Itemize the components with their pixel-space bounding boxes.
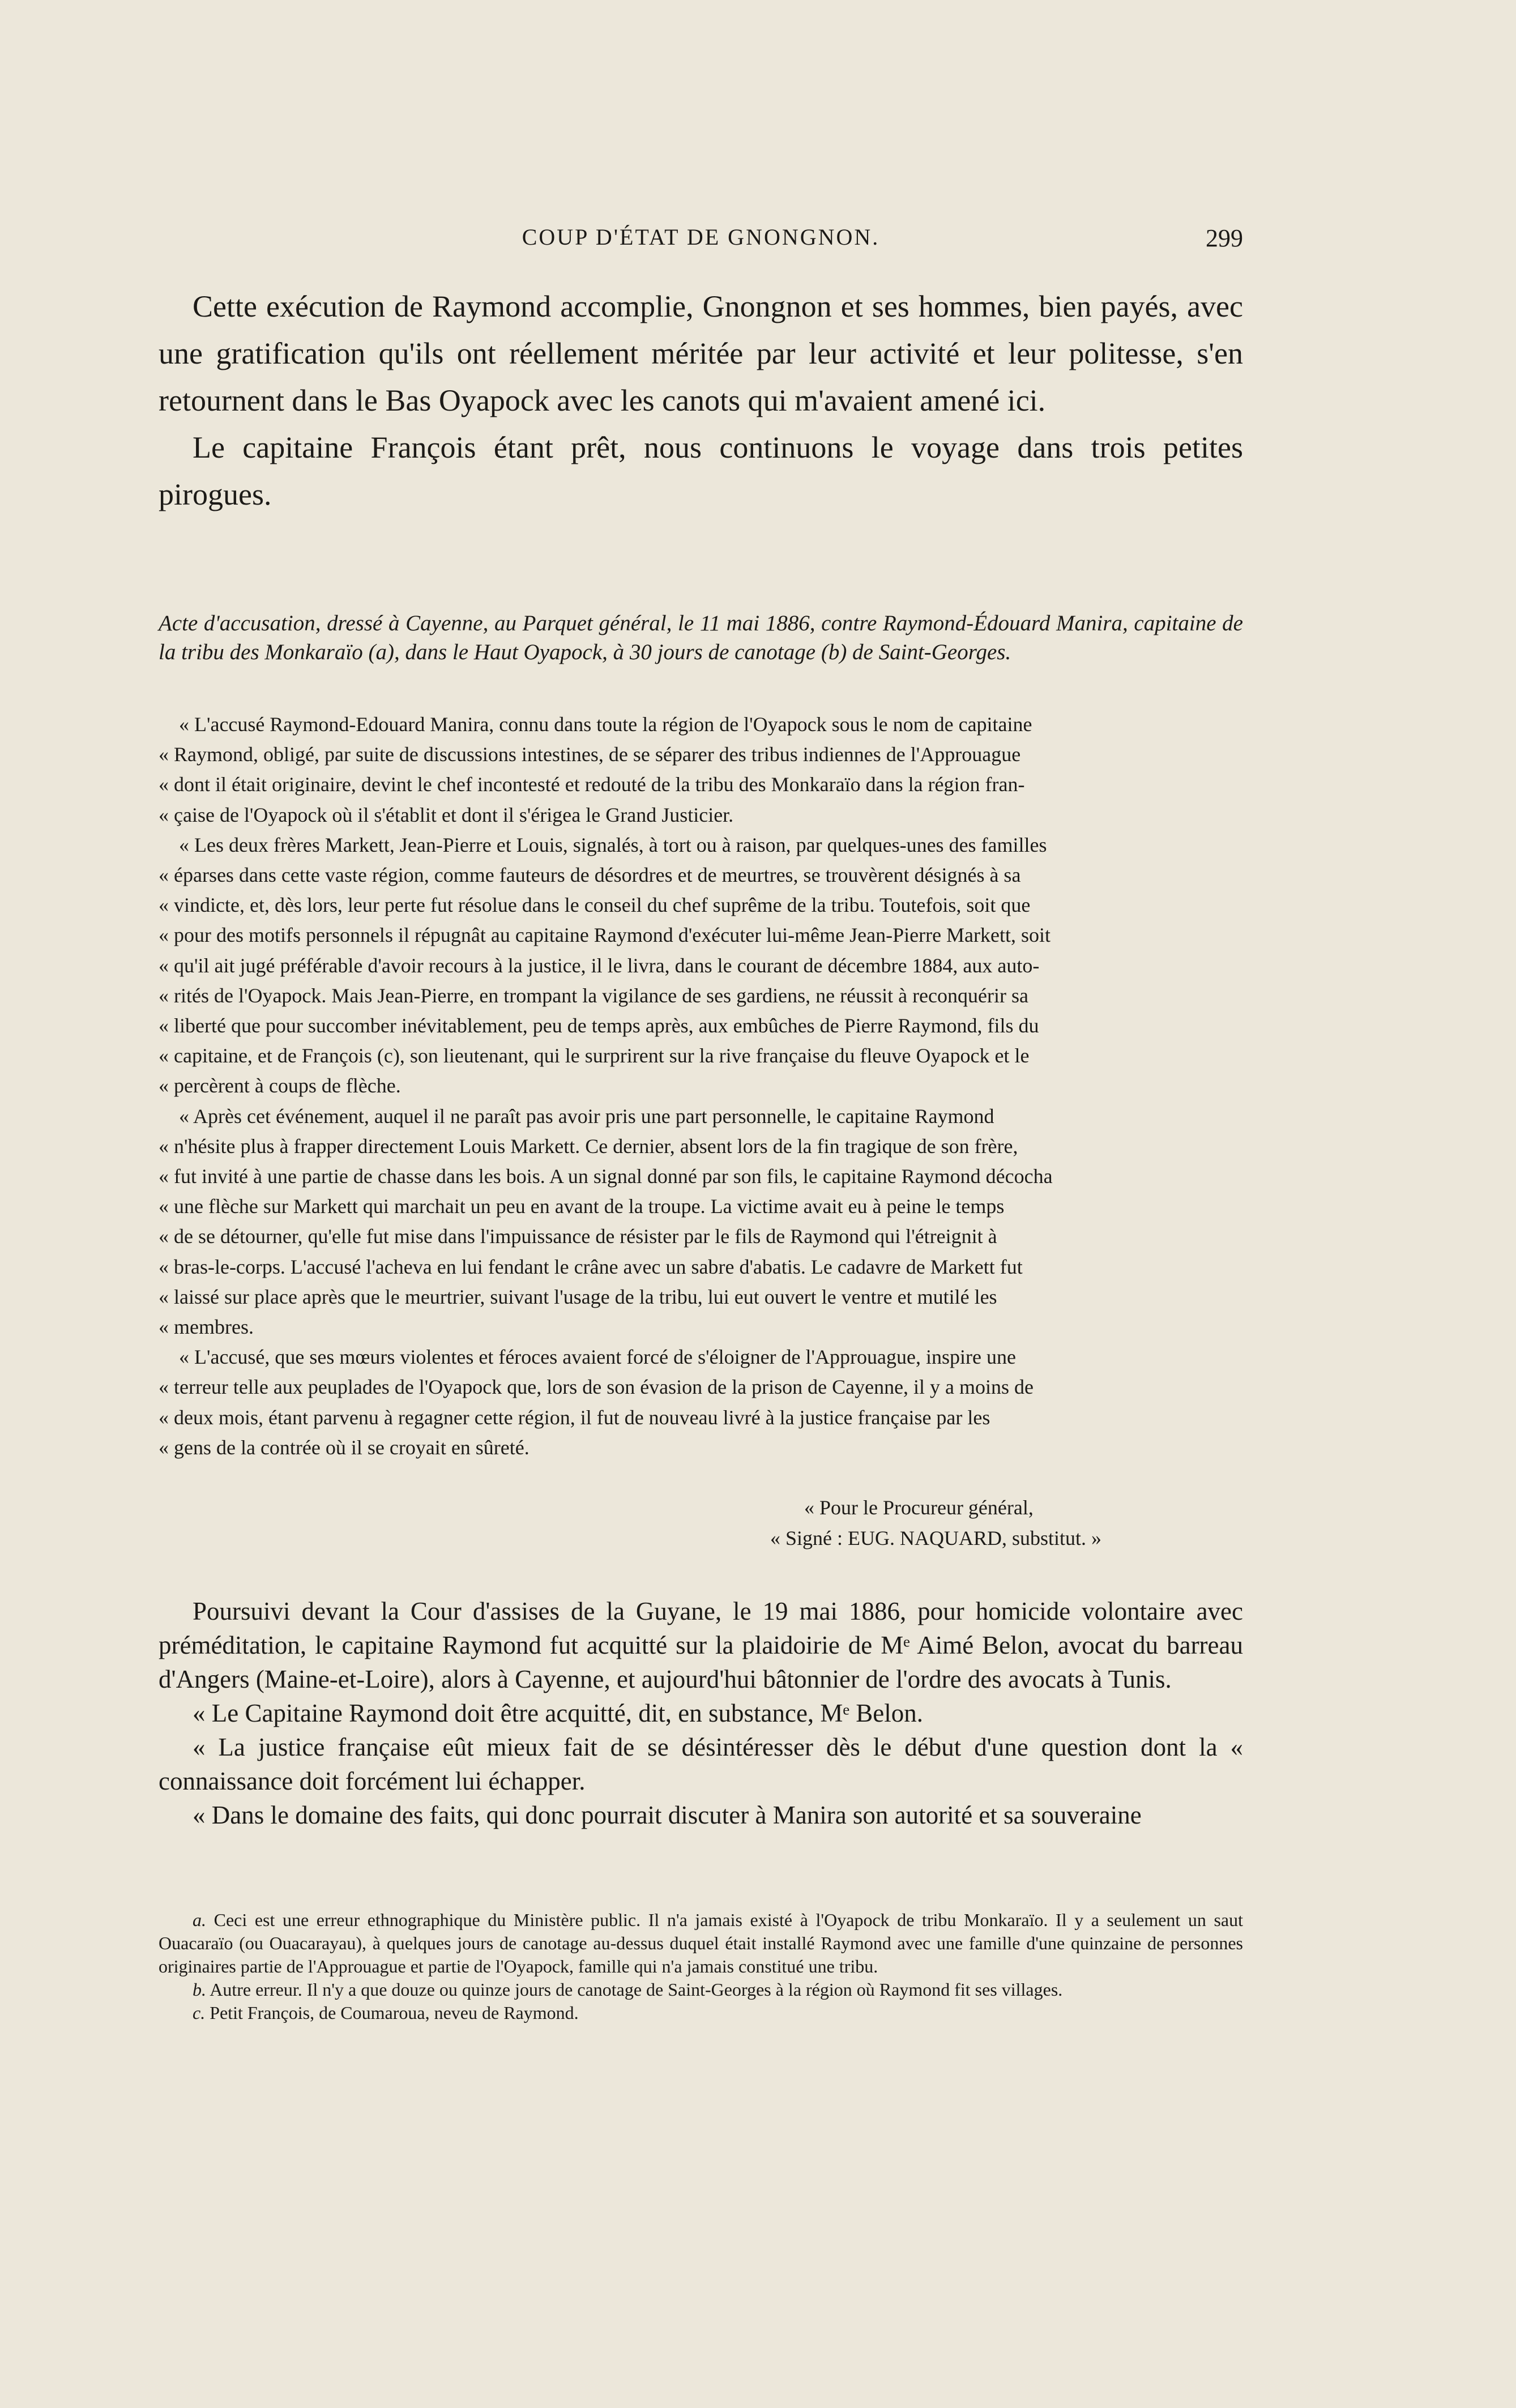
intro-paragraph: Cette exécution de Raymond accomplie, Gnongnon et ses hommes, bien payés, avec une gratification qu'ils ont réellement méritée par leur activité et leur politesse, s'en retournent dans le Bas Oyapock avec les canots qui m'avaient amené ici.: [159, 289, 1243, 417]
verdict-paragraph: « Le Capitaine Raymond doit être acquitté, dit, en substance, Mᵉ Belon.: [193, 1699, 923, 1727]
running-head: COUP D'ÉTAT DE GNONGNON.: [522, 224, 880, 250]
quote-line: « L'accusé Raymond-Edouard Manira, connu dans toute la région de l'Oyapock sous le nom de capitaine: [179, 713, 1032, 736]
footnote-label: c.: [193, 2003, 206, 2023]
quote-line: « pour des motifs personnels il répugnât au capitaine Raymond d'exécuter lui-même Jean-Pierre Markett, soit: [159, 924, 1051, 947]
footnotes: [159, 1909, 1243, 2025]
footnote: [159, 2001, 1243, 2025]
quote-line: « laissé sur place après que le meurtrier, suivant l'usage de la tribu, lui eut ouvert le ventre et mutilé les: [159, 1285, 997, 1308]
footnote-label: b.: [193, 1979, 206, 2000]
quote-line: « qu'il ait jugé préférable d'avoir recours à la justice, il le livra, dans le courant de décembre 1884, aux auto-: [159, 954, 1040, 977]
footnote: [159, 1978, 1243, 2001]
page-number: 299: [1206, 224, 1243, 252]
quote-line: « n'hésite plus à frapper directement Louis Markett. Ce dernier, absent lors de la fin tragique de son frère,: [159, 1134, 1018, 1158]
acte-heading: Acte d'accusation, dressé à Cayenne, au Parquet général, le 11 mai 1886, contre Raymond-Édouard Manira, capitaine de la tribu des Monkaraïo (a), dans le Haut Oyapock, à 30 jours de canotage (b) de Saint-Georges.: [159, 611, 1243, 664]
quote-line: « éparses dans cette vaste région, comme fauteurs de désordres et de meurtres, se trouvèrent désignés à sa: [159, 864, 1021, 887]
quote-line: « gens de la contrée où il se croyait en sûreté.: [159, 1436, 529, 1459]
footnote: [159, 1909, 1243, 1978]
quote-line: « une flèche sur Markett qui marchait un peu en avant de la troupe. La victime avait eu à peine le temps: [159, 1195, 1005, 1218]
verdict-paragraph: « Dans le domaine des faits, qui donc pourrait discuter à Manira son autorité et sa souveraine: [193, 1801, 1142, 1829]
quote-line: « Raymond, obligé, par suite de discussions intestines, de se séparer des tribus indiennes de l'Approuague: [159, 743, 1021, 766]
quote-line: « terreur telle aux peuplades de l'Oyapock que, lors de son évasion de la prison de Cayenne, il y a moins de: [159, 1376, 1034, 1399]
footnote-text: Ceci est une erreur ethnographique du Ministère public. Il n'a jamais existé à l'Oyapock de tribu Monkaraïo. Il y a seulement un saut Ouacaraïo (ou Ouacarayau), à quelques jours de canotage au-dessus duquel était installé Raymond avec une famille d'une quinzaine de personnes originaires partie de l'Approuague et partie de l'Oyapock, famille qui n'a jamais constitué une tribu.: [159, 1910, 1244, 1976]
footnote-text: Petit François, de Coumaroua, neveu de Raymond.: [210, 2003, 579, 2023]
quote-line: « L'accusé, que ses mœurs violentes et féroces avaient forcé de s'éloigner de l'Approuague, inspire une: [179, 1346, 1016, 1369]
footnote-text: Autre erreur. Il n'y a que douze ou quinze jours de canotage de Saint-Georges à la région où Raymond fit ses villages.: [210, 1979, 1063, 2000]
acte-quote: [159, 710, 1243, 1463]
verdict-paragraph: « La justice française eût mieux fait de se désintéresser dès le début d'une question dont la « connaissance doit forcément lui échapper.: [159, 1733, 1243, 1795]
quote-line: « Après cet événement, auquel il ne paraît pas avoir pris une part personnelle, le capitaine Raymond: [179, 1104, 994, 1128]
quote-line: « deux mois, étant parvenu à regagner cette région, il fut de nouveau livré à la justice française par les: [159, 1406, 990, 1429]
intro-section: [159, 283, 1243, 518]
acte-heading-section: [159, 609, 1243, 667]
quote-line: « liberté que pour succomber inévitablement, peu de temps après, aux embûches de Pierre Raymond, fils du: [159, 1014, 1039, 1038]
quote-line: « membres.: [159, 1316, 254, 1339]
quote-line: « capitaine, et de François (c), son lieutenant, qui le surprirent sur la rive française du fleuve Oyapock et le: [159, 1044, 1030, 1068]
quote-line: « vindicte, et, dès lors, leur perte fut résolue dans le conseil du chef suprême de la tribu. Toutefois, soit que: [159, 894, 1031, 917]
quote-line: « bras-le-corps. L'accusé l'acheva en lui fendant le crâne avec un sabre d'abatis. Le cadavre de Markett fut: [159, 1255, 1023, 1278]
intro-paragraph: Le capitaine François étant prêt, nous continuons le voyage dans trois petites pirogues.: [159, 430, 1243, 511]
page-header: [159, 224, 1243, 258]
quote-line: « de se détourner, qu'elle fut mise dans l'impuissance de résister par le fils de Raymond qui l'étreignit à: [159, 1225, 997, 1248]
quote-line: « percèrent à coups de flèche.: [159, 1074, 401, 1098]
signature-line: « Signé : EUG. NAQUARD, substitut. »: [770, 1527, 1102, 1549]
signature-line: « Pour le Procureur général,: [804, 1496, 1034, 1519]
quote-line: « çaise de l'Oyapock où il s'établit et dont il s'érigea le Grand Justicier.: [159, 803, 734, 826]
verdict-section: [159, 1594, 1243, 1832]
quote-line: « Les deux frères Markett, Jean-Pierre et Louis, signalés, à tort ou à raison, par quelques-unes des familles: [179, 833, 1047, 856]
quote-line: « fut invité à une partie de chasse dans les bois. A un signal donné par son fils, le capitaine Raymond décocha: [159, 1165, 1053, 1188]
signature-block: [770, 1492, 1257, 1553]
quote-line: « dont il était originaire, devint le chef incontesté et redouté de la tribu des Monkaraïo dans la région fran-: [159, 773, 1025, 796]
verdict-paragraph: Poursuivi devant la Cour d'assises de la Guyane, le 19 mai 1886, pour homicide volontaire avec préméditation, le capitaine Raymond fut acquitté sur la plaidoirie de Mᵉ Aimé Belon, avocat du barreau d'Angers (Maine-et-Loire), alors à Cayenne, et aujourd'hui bâtonnier de l'ordre des avocats à Tunis.: [159, 1597, 1243, 1693]
quote-line: « rités de l'Oyapock. Mais Jean-Pierre, en trompant la vigilance de ses gardiens, ne réussit à reconquérir sa: [159, 984, 1028, 1007]
footnote-label: a.: [193, 1910, 206, 1930]
